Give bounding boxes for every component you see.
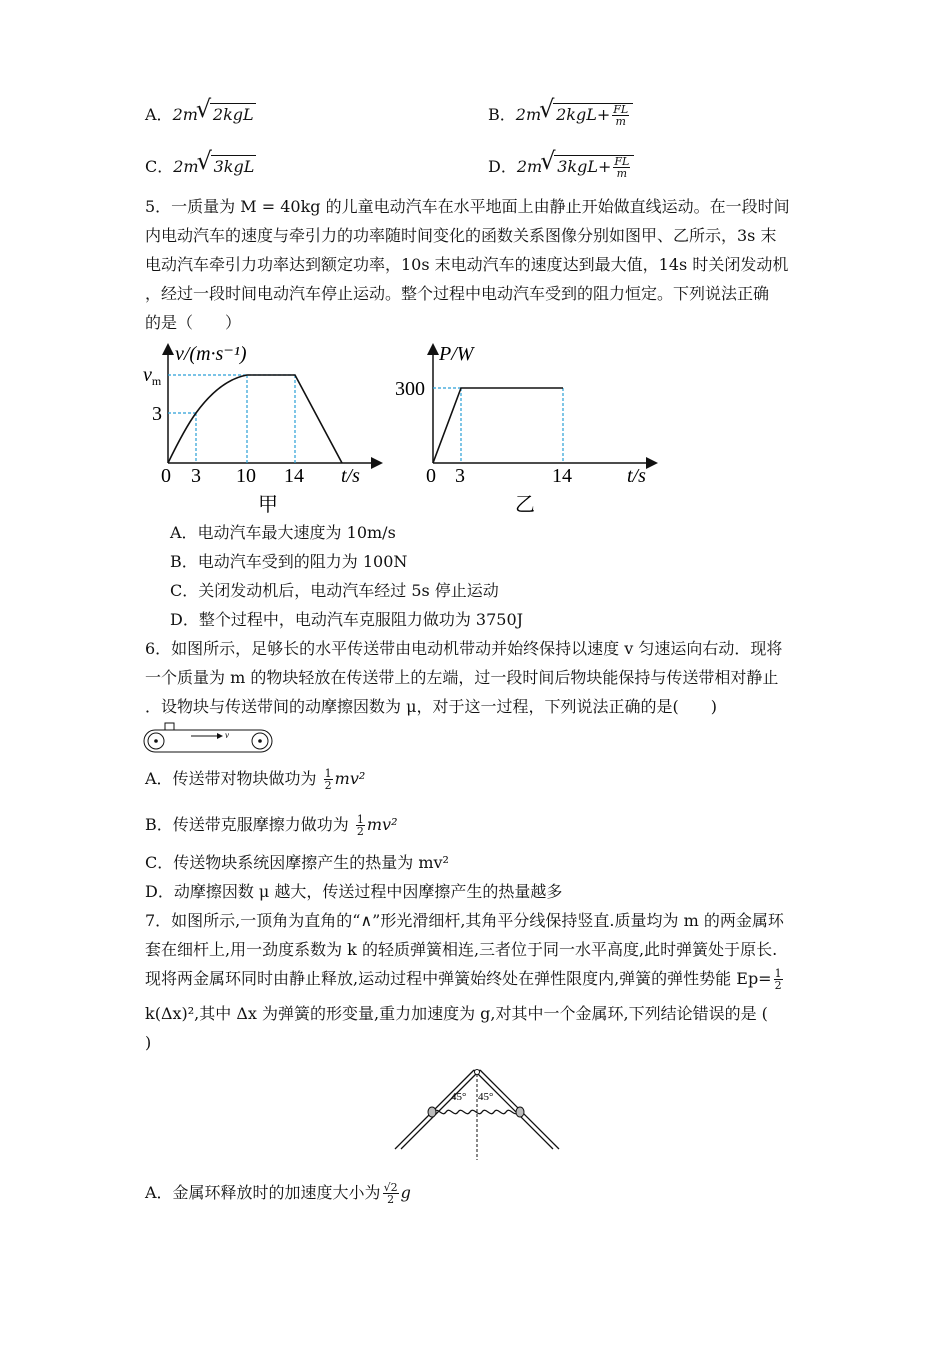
angle-left-label: 45° bbox=[451, 1091, 467, 1103]
jia-xtick-14: 14 bbox=[284, 465, 304, 487]
q6-line-3: ．设物块与传送带间的动摩擦因数为 μ，对于这一过程，下列说法正确的是( ) bbox=[145, 697, 717, 716]
q5-option-a: A．电动汽车最大速度为 10m/s bbox=[170, 523, 396, 542]
q7-option-a: A．金属环释放时的加速度大小为 $\frac{√2}{2}$ g bbox=[145, 1181, 411, 1206]
q6-option-b: B．传送带克服摩擦力做功为 $\frac{1}{2}$ mv² bbox=[145, 813, 398, 838]
figure-yi-power-graph bbox=[395, 338, 665, 518]
q6-line-1: 6．如图所示，足够长的水平传送带由电动机带动并始终保持以速度 v 匀速运向右动．现将 bbox=[145, 639, 783, 658]
q4-option-a: A．2m √ 2kgL bbox=[145, 95, 254, 124]
q5-option-c: C．关闭发动机后，电动汽车经过 5s 停止运动 bbox=[170, 581, 499, 600]
q7-line-3: 现将两金属环同时由静止释放,运动过程中弹簧始终处在弹性限度内,弹簧的弹性势能 Ep= $\frac{1}{2}$ bbox=[145, 967, 782, 992]
q5-line-3: 电动汽车牵引力功率达到额定功率，10s 末电动汽车的速度达到最大值，14s 时关闭发动机 bbox=[145, 255, 789, 274]
jia-y-label: v/(m·s⁻¹) bbox=[175, 343, 247, 365]
left-ring bbox=[428, 1107, 436, 1117]
q5-line-4: ，经过一段时间电动汽车停止运动。整个过程中电动汽车受到的阻力恒定。下列说法正确 bbox=[145, 284, 770, 303]
q4-option-d: D．2m √ 3kgL+ $\frac{FL}{m}$ bbox=[488, 155, 634, 179]
q5-line-2: 内电动汽车的速度与牵引力的功率随时间变化的函数关系图像分别如图甲、乙所示，3s 末 bbox=[145, 226, 777, 245]
q7-line-4: k(Δx)²,其中 Δx 为弹簧的形变量,重力加速度为 g,对其中一个金属环,下列结论错误的是 ( bbox=[145, 1004, 768, 1023]
q6-line-2: 一个质量为 m 的物块轻放在传送带上的左端，过一段时间后物块能保持与传送带相对静止 bbox=[145, 668, 779, 687]
yi-y300-label: 300 bbox=[395, 378, 425, 400]
right-rod bbox=[474, 1070, 553, 1149]
right-ring bbox=[516, 1107, 524, 1117]
yi-caption: 乙 bbox=[515, 494, 535, 516]
sqrt-icon: √ bbox=[540, 147, 556, 175]
yi-x-label: t/s bbox=[627, 465, 646, 487]
yi-origin-label: 0 bbox=[426, 465, 436, 487]
jia-xtick-10: 10 bbox=[236, 465, 256, 487]
q4-option-b: B．2m √ 2kgL+ $\frac{FL}{m}$ bbox=[488, 103, 633, 127]
yi-xtick-3: 3 bbox=[455, 465, 465, 487]
yi-y-label: P/W bbox=[439, 343, 474, 365]
yi-xtick-14: 14 bbox=[552, 465, 572, 487]
q7-line-5: ) bbox=[145, 1033, 152, 1052]
jia-y3-label: 3 bbox=[152, 403, 162, 425]
belt-velocity-label: v bbox=[225, 730, 229, 740]
q7-line-1: 7．如图所示,一顶角为直角的“∧”形光滑细杆,其角平分线保持竖直.质量均为 m 的两金属环 bbox=[145, 911, 784, 930]
sqrt-icon: √ bbox=[196, 147, 212, 175]
q5-option-d: D．整个过程中，电动汽车克服阻力做功为 3750J bbox=[170, 610, 524, 629]
q6-option-d: D．动摩擦因数 μ 越大，传送过程中因摩擦产生的热量越多 bbox=[145, 882, 563, 901]
sqrt-icon: √ bbox=[195, 95, 212, 123]
q5-option-b: B．电动汽车受到的阻力为 100N bbox=[170, 552, 408, 571]
q6-option-a: A．传送带对物块做功为 $\frac{1}{2}$ mv² bbox=[145, 767, 366, 792]
q4-option-c: C．2m √ 3kgL bbox=[145, 147, 255, 176]
q6-option-c: C．传送物块系统因摩擦产生的热量为 mv² bbox=[145, 853, 449, 872]
jia-vm-label: $v_m$ bbox=[143, 364, 162, 388]
jia-caption: 甲 bbox=[258, 494, 278, 516]
jia-x-label: t/s bbox=[341, 465, 360, 487]
q5-line-5: 的是（ ） bbox=[145, 313, 242, 332]
conveyor-belt-figure bbox=[143, 722, 278, 754]
spring bbox=[434, 1110, 518, 1113]
sqrt-icon: √ bbox=[539, 95, 555, 123]
velocity-curve bbox=[168, 375, 342, 463]
angle-right-label: 45° bbox=[478, 1091, 494, 1103]
jia-xtick-3: 3 bbox=[191, 465, 201, 487]
q5-line-1: 5．一质量为 M = 40kg 的儿童电动汽车在水平地面上由静止开始做直线运动。在一段时间 bbox=[145, 197, 790, 216]
power-curve bbox=[433, 388, 563, 463]
apex-icon bbox=[475, 1070, 480, 1075]
jia-origin-label: 0 bbox=[161, 465, 171, 487]
q7-line-2: 套在细杆上,用一劲度系数为 k 的轻质弹簧相连,三者位于同一水平高度,此时弹簧处于原长. bbox=[145, 940, 778, 959]
figure-jia-velocity-graph bbox=[140, 338, 390, 518]
block bbox=[165, 723, 174, 730]
inverted-v-rod-figure bbox=[390, 1062, 570, 1162]
